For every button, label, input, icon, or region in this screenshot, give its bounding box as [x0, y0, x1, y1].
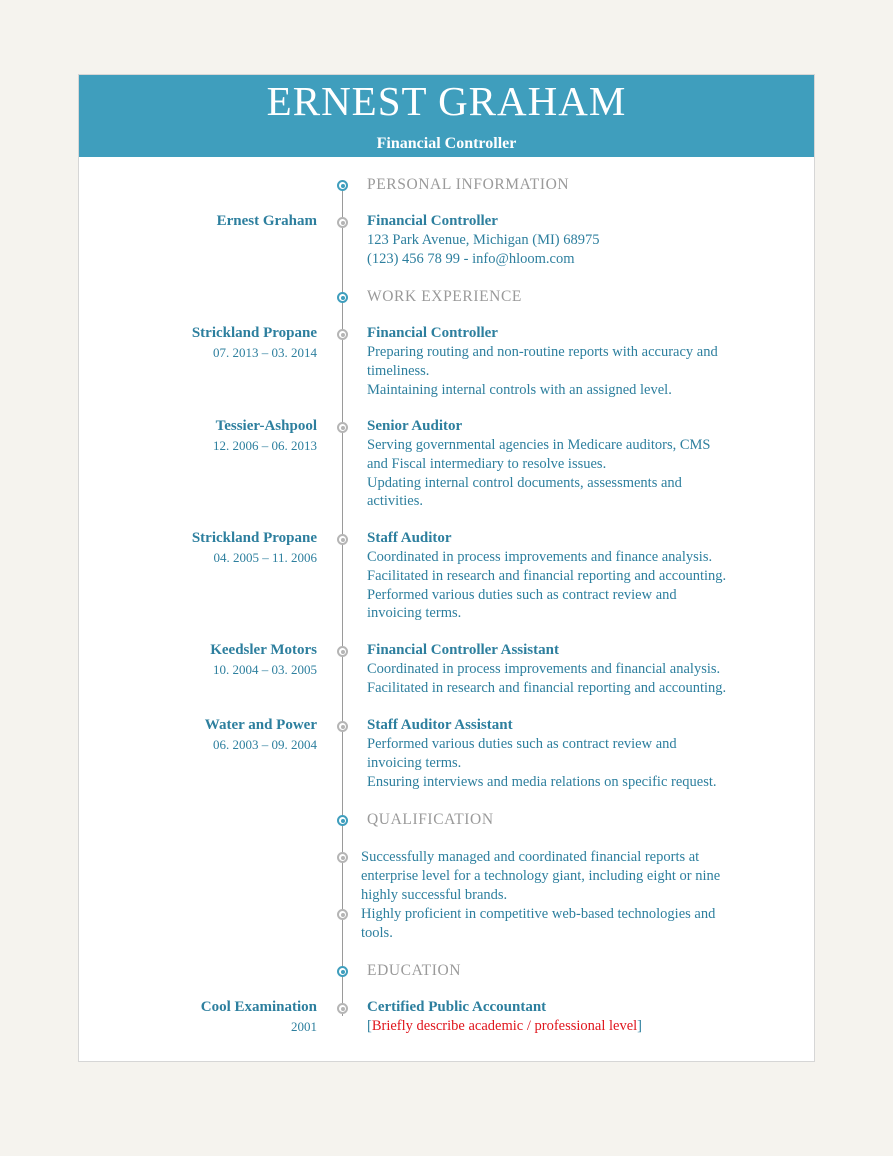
job-org: Keedsler Motors	[210, 642, 317, 658]
job-dates: 04. 2005 – 11. 2006	[213, 550, 317, 565]
entry-marker-icon	[337, 422, 348, 433]
personal-role: Financial Controller	[367, 213, 498, 229]
entry-marker-icon	[337, 534, 348, 545]
job-left	[97, 716, 317, 754]
job-line: activities.	[367, 493, 423, 510]
personal-address: 123 Park Avenue, Michigan (MI) 68975	[367, 232, 600, 248]
job-left	[97, 324, 317, 362]
job-line: timeliness.	[367, 362, 430, 379]
education-note	[367, 1017, 797, 1036]
job-line: Coordinated in process improvements and finance analysis.	[367, 549, 713, 565]
entry-marker-icon	[337, 721, 348, 732]
education-left	[97, 998, 317, 1036]
personal-left	[97, 212, 317, 231]
section-marker-icon	[337, 292, 348, 303]
job-line: Performed various duties such as contract review and	[367, 586, 677, 603]
job-right	[367, 417, 797, 511]
job-line: Updating internal control documents, assessments and	[367, 474, 682, 491]
job-dates: 10. 2004 – 03. 2005	[213, 662, 317, 677]
section-title-qualification: QUALIFICATION	[367, 811, 494, 828]
job-line: Serving governmental agencies in Medicare auditors, CMS	[367, 437, 711, 453]
job-line: and Fiscal intermediary to resolve issues.	[367, 455, 607, 472]
job-right	[367, 324, 797, 399]
section-marker-icon	[337, 180, 348, 191]
entry-marker-icon	[337, 909, 348, 920]
job-line: Coordinated in process improvements and financial analysis.	[367, 661, 721, 677]
job-role: Financial Controller	[367, 325, 498, 341]
candidate-name: ERNEST GRAHAM	[266, 78, 627, 124]
job-right	[367, 716, 797, 791]
job-role: Staff Auditor Assistant	[367, 717, 513, 733]
education-right	[367, 998, 797, 1036]
job-org: Tessier-Ashpool	[215, 418, 317, 434]
job-role: Staff Auditor	[367, 530, 452, 546]
job-org: Strickland Propane	[191, 530, 317, 546]
personal-contact: (123) 456 78 99 - info@hloom.com	[367, 250, 575, 267]
entry-marker-icon	[337, 217, 348, 228]
job-left	[97, 529, 317, 567]
section-title-education: EDUCATION	[367, 962, 462, 979]
education-note-text: Briefly describe academic / professional level	[371, 1018, 638, 1034]
timeline-line	[342, 185, 343, 1016]
job-line: Maintaining internal controls with an assigned level.	[367, 381, 672, 398]
job-right	[367, 641, 797, 698]
resume-header	[79, 75, 814, 157]
entry-marker-icon	[337, 852, 348, 863]
entry-marker-icon	[337, 646, 348, 657]
job-left	[97, 417, 317, 455]
entry-marker-icon	[337, 329, 348, 340]
job-right	[367, 529, 797, 623]
candidate-title: Financial Controller	[376, 135, 517, 152]
qualification-line: Successfully managed and coordinated financial reports at	[361, 849, 700, 865]
education-degree: Certified Public Accountant	[367, 999, 547, 1015]
entry-marker-icon	[337, 1003, 348, 1014]
qualification-item	[361, 905, 791, 943]
bracket-open: [	[367, 1018, 372, 1034]
resume-page	[78, 74, 815, 1062]
job-line: Preparing routing and non-routine reports with accuracy and	[367, 344, 718, 360]
section-title-work: WORK EXPERIENCE	[367, 288, 522, 305]
personal-name: Ernest Graham	[216, 213, 317, 229]
job-dates: 06. 2003 – 09. 2004	[213, 737, 317, 752]
job-dates: 07. 2013 – 03. 2014	[213, 345, 317, 360]
job-line: Performed various duties such as contract review and	[367, 736, 677, 752]
personal-right	[367, 212, 797, 269]
job-org: Water and Power	[204, 717, 317, 733]
job-line: invoicing terms.	[367, 605, 462, 622]
job-role: Financial Controller Assistant	[367, 642, 559, 658]
job-line: Facilitated in research and financial reporting and accounting.	[367, 567, 727, 584]
education-year: 2001	[291, 1019, 317, 1034]
qualification-line: highly successful brands.	[361, 886, 508, 903]
qualification-line: Highly proficient in competitive web-based technologies and	[361, 906, 716, 922]
section-marker-icon	[337, 966, 348, 977]
qualification-line: enterprise level for a technology giant, including eight or nine	[361, 867, 721, 884]
qualification-line: tools.	[361, 924, 393, 941]
section-marker-icon	[337, 815, 348, 826]
job-line: invoicing terms.	[367, 754, 462, 771]
job-org: Strickland Propane	[191, 325, 317, 341]
job-left	[97, 641, 317, 679]
section-title-personal: PERSONAL INFORMATION	[367, 176, 570, 193]
job-line: Facilitated in research and financial reporting and accounting.	[367, 679, 727, 696]
education-org: Cool Examination	[200, 999, 317, 1015]
job-role: Senior Auditor	[367, 418, 463, 434]
bracket-close: ]	[637, 1018, 643, 1034]
job-dates: 12. 2006 – 06. 2013	[213, 438, 317, 453]
qualification-item	[361, 848, 791, 904]
job-line: Ensuring interviews and media relations on specific request.	[367, 773, 717, 790]
